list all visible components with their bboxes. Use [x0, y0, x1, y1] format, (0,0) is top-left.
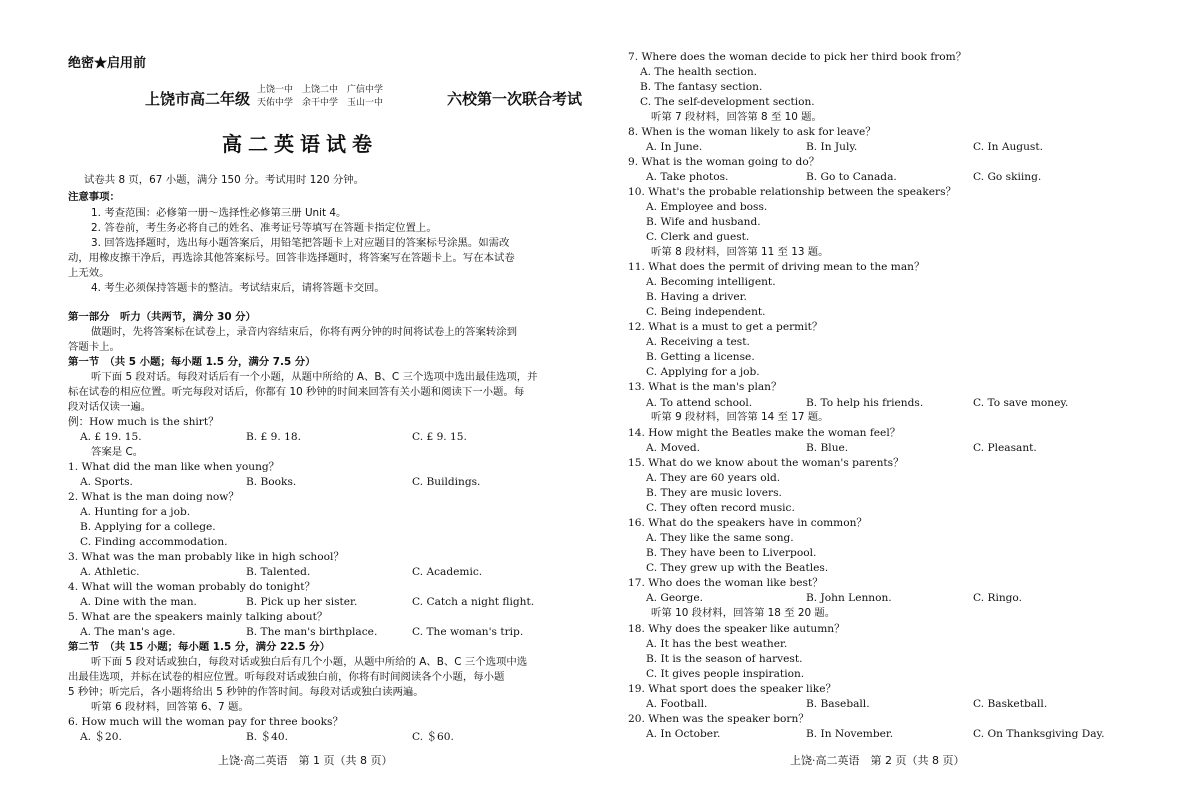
text-line: 5. What are the speakers mainly talking about？	[68, 611, 328, 623]
text-line: 17. Who does the woman like best？	[628, 577, 823, 589]
answer-option-a: A. To attend school.	[646, 397, 753, 409]
answer-option-c: C. Buildings.	[412, 476, 481, 488]
answer-option-a: A. The man's age.	[80, 626, 176, 638]
answer-option-a: A. In October.	[646, 728, 721, 740]
exam-page-2	[600, 0, 1200, 797]
answer-option-a: A. Moved.	[646, 442, 701, 454]
school-list-row-1: 上饶一中 上饶二中 广信中学	[257, 85, 384, 95]
answer-option-b: B. Pick up her sister.	[246, 596, 358, 608]
text-line: A. Becoming intelligent.	[646, 276, 776, 288]
text-line: C. They often record music.	[646, 502, 795, 514]
answer-option-c: C. Ringo.	[973, 592, 1022, 604]
city-grade-title: 上饶市高二年级	[145, 90, 251, 108]
answer-option-b: B. Talented.	[246, 566, 311, 578]
text-line: 听第 10 段材料，回答第 18 至 20 题。	[651, 607, 836, 619]
text-line: 答案是 C。	[91, 446, 144, 458]
text-line: 12. What is a must to get a permit？	[628, 321, 823, 333]
answer-option-b: B. To help his friends.	[806, 397, 924, 409]
answer-option-b: B. ＄40.	[246, 731, 288, 743]
text-line: 18. Why does the speaker like autumn？	[628, 623, 845, 635]
text-line: 4. What will the woman probably do tonight？	[68, 581, 316, 593]
text-line: 段对话仅读一遍。	[68, 401, 152, 413]
answer-option-a: A. ＄20.	[80, 731, 122, 743]
text-line: 19. What sport does the speaker like？	[628, 683, 837, 695]
text-line: B. It is the season of harvest.	[646, 653, 803, 665]
answer-option-a: A. Sports.	[80, 476, 133, 488]
answer-option-b: B. In November.	[806, 728, 894, 740]
text-line: A. Hunting for a job.	[80, 506, 191, 518]
text-line: C. The self-development section.	[640, 96, 815, 108]
text-line: 16. What do the speakers have in common？	[628, 517, 868, 529]
text-line: 20. When was the speaker born？	[628, 713, 809, 725]
text-line: B. The fantasy section.	[640, 81, 763, 93]
text-line: 8. When is the woman likely to ask for leave？	[628, 126, 876, 138]
text-line: 答题卡上。	[68, 341, 120, 353]
text-line: 3. 回答选择题时，选出每小题答案后，用铅笔把答题卡上对应题目的答案标号涂黑。如需改	[91, 237, 510, 249]
text-line: B. They are music lovers.	[646, 487, 782, 499]
text-line: 11. What does the permit of driving mean to the man？	[628, 261, 925, 273]
text-line: 试卷共 8 页，67 小题，满分 150 分。考试用时 120 分钟。	[84, 174, 365, 186]
text-line: 听第 8 段材料，回答第 11 至 13 题。	[651, 246, 829, 258]
page-2-footer: 上饶·高二英语 第 2 页（共 8 页）	[790, 754, 965, 767]
text-line: 出最佳选项，并标在试卷的相应位置。听每段对话或独白前，你将有时间阅读各个小题，每小题	[68, 671, 505, 683]
answer-option-b: B. John Lennon.	[806, 592, 892, 604]
answer-option-a: A. Dine with the man.	[80, 596, 197, 608]
text-line: 5 秒钟；听完后，各小题将给出 5 秒钟的作答时间。每段对话或独白读两遍。	[68, 686, 424, 698]
answer-option-b: B. The man's birthplace.	[246, 626, 378, 638]
answer-option-c: C. On Thanksgiving Day.	[973, 728, 1105, 740]
exam-name: 六校第一次联合考试	[447, 90, 583, 108]
answer-option-b: B. Blue.	[806, 442, 849, 454]
text-line: C. They grew up with the Beatles.	[646, 562, 829, 574]
text-line: A. They like the same song.	[646, 532, 794, 544]
text-line: 听第 6 段材料，回答第 6、7 题。	[91, 701, 249, 713]
text-line: C. It gives people inspiration.	[646, 668, 805, 680]
text-line: C. Clerk and guest.	[646, 231, 750, 243]
answer-option-c: C. In August.	[973, 141, 1043, 153]
text-line: C. Finding accommodation.	[80, 536, 228, 548]
text-line: 2. What is the man doing now？	[68, 491, 239, 503]
answer-option-b: B. Go to Canada.	[806, 171, 897, 183]
text-line: 1. What did the man like when young？	[68, 461, 280, 473]
text-line: 1. 考查范围：必修第一册～选择性必修第三册 Unit 4。	[91, 207, 347, 219]
text-line: B. They have been to Liverpool.	[646, 547, 817, 559]
page-1-footer: 上饶·高二英语 第 1 页（共 8 页）	[218, 754, 393, 767]
text-line: 听第 7 段材料，回答第 8 至 10 题。	[651, 111, 822, 123]
text-line: 听下面 5 段对话或独白，每段对话或独白后有几个小题，从题中所给的 A、B、C 三个选项中选	[91, 656, 528, 668]
text-line: 9. What is the woman going to do？	[628, 156, 820, 168]
text-line: 动，用橡皮擦干净后，再选涂其他答案标号。回答非选择题时，将答案写在答题卡上。写在本试卷	[68, 252, 515, 264]
text-line: 4. 考生必须保持答题卡的整洁。考试结束后，请将答题卡交回。	[91, 282, 385, 294]
answer-option-c: C. Go skiing.	[973, 171, 1042, 183]
text-line: B. Having a driver.	[646, 291, 747, 303]
text-line: 6. How much will the woman pay for three books？	[68, 716, 344, 728]
answer-option-a: A. Athletic.	[80, 566, 140, 578]
text-line: B. Wife and husband.	[646, 216, 761, 228]
answer-option-b: B. Books.	[246, 476, 297, 488]
text-line: 3. What was the man probably like in high school？	[68, 551, 344, 563]
text-line: 第二节 （共 15 小题；每小题 1.5 分，满分 22.5 分）	[68, 641, 331, 653]
text-line: C. Being independent.	[646, 306, 766, 318]
text-line: 听下面 5 段对话。每段对话后有一个小题，从题中所给的 A、B、C 三个选项中选出最佳选项，并	[91, 371, 538, 383]
answer-option-b: B. In July.	[806, 141, 858, 153]
text-line: 7. Where does the woman decide to pick her third book from？	[628, 51, 967, 63]
answer-option-c: C. To save money.	[973, 397, 1069, 409]
answer-option-c: C. The woman's trip.	[412, 626, 524, 638]
text-line: 13. What is the man's plan？	[628, 381, 782, 393]
answer-option-c: C. Academic.	[412, 566, 483, 578]
text-line: 10. What's the probable relationship between the speakers？	[628, 186, 957, 198]
text-line: 听第 9 段材料，回答第 14 至 17 题。	[651, 411, 829, 423]
text-line: A. Receiving a test.	[646, 336, 750, 348]
confidential-label: 绝密★启用前	[68, 56, 147, 71]
answer-option-b: B. £ 9. 18.	[246, 431, 301, 443]
text-line: A. The health section.	[640, 66, 758, 78]
text-line: B. Applying for a college.	[80, 521, 216, 533]
text-line: C. Applying for a job.	[646, 366, 760, 378]
text-line: 14. How might the Beatles make the woman feel？	[628, 427, 901, 439]
school-list-row-2: 天佑中学 余干中学 玉山一中	[257, 98, 384, 108]
answer-option-c: C. Basketball.	[973, 698, 1048, 710]
exam-title: 高二英语试卷	[222, 132, 378, 156]
text-line: 例：How much is the shirt？	[68, 416, 219, 428]
text-line: A. They are 60 years old.	[646, 472, 781, 484]
answer-option-b: B. Baseball.	[806, 698, 870, 710]
answer-option-a: A. In June.	[646, 141, 703, 153]
text-line: B. Getting a license.	[646, 351, 755, 363]
text-line: A. It has the best weather.	[646, 638, 788, 650]
text-line: 标在试卷的相应位置。听完每段对话后，你都有 10 秒钟的时间来回答有关小题和阅读下一小题。每	[68, 386, 525, 398]
text-line: 第一节 （共 5 小题；每小题 1.5 分，满分 7.5 分）	[68, 356, 316, 368]
text-line: A. Employee and boss.	[646, 201, 768, 213]
text-line: 注意事项：	[68, 191, 120, 203]
answer-option-a: A. George.	[646, 592, 703, 604]
answer-option-c: C. Catch a night flight.	[412, 596, 535, 608]
text-line: 做题时，先将答案标在试卷上，录音内容结束后，你将有两分钟的时间将试卷上的答案转涂到	[91, 326, 518, 338]
text-line: 2. 答卷前，考生务必将自己的姓名、准考证号等填写在答题卡指定位置上。	[91, 222, 437, 234]
text-line: 上无效。	[68, 267, 110, 279]
text-line: 第一部分 听力（共两节，满分 30 分）	[68, 311, 256, 323]
answer-option-a: A. Take photos.	[646, 171, 729, 183]
answer-option-c: C. £ 9. 15.	[412, 431, 467, 443]
text-line: 15. What do we know about the woman's parents？	[628, 457, 904, 469]
exam-header	[145, 82, 583, 116]
answer-option-c: C. Pleasant.	[973, 442, 1037, 454]
answer-option-a: A. Football.	[646, 698, 708, 710]
answer-option-a: A. £ 19. 15.	[80, 431, 142, 443]
answer-option-c: C. ＄60.	[412, 731, 454, 743]
